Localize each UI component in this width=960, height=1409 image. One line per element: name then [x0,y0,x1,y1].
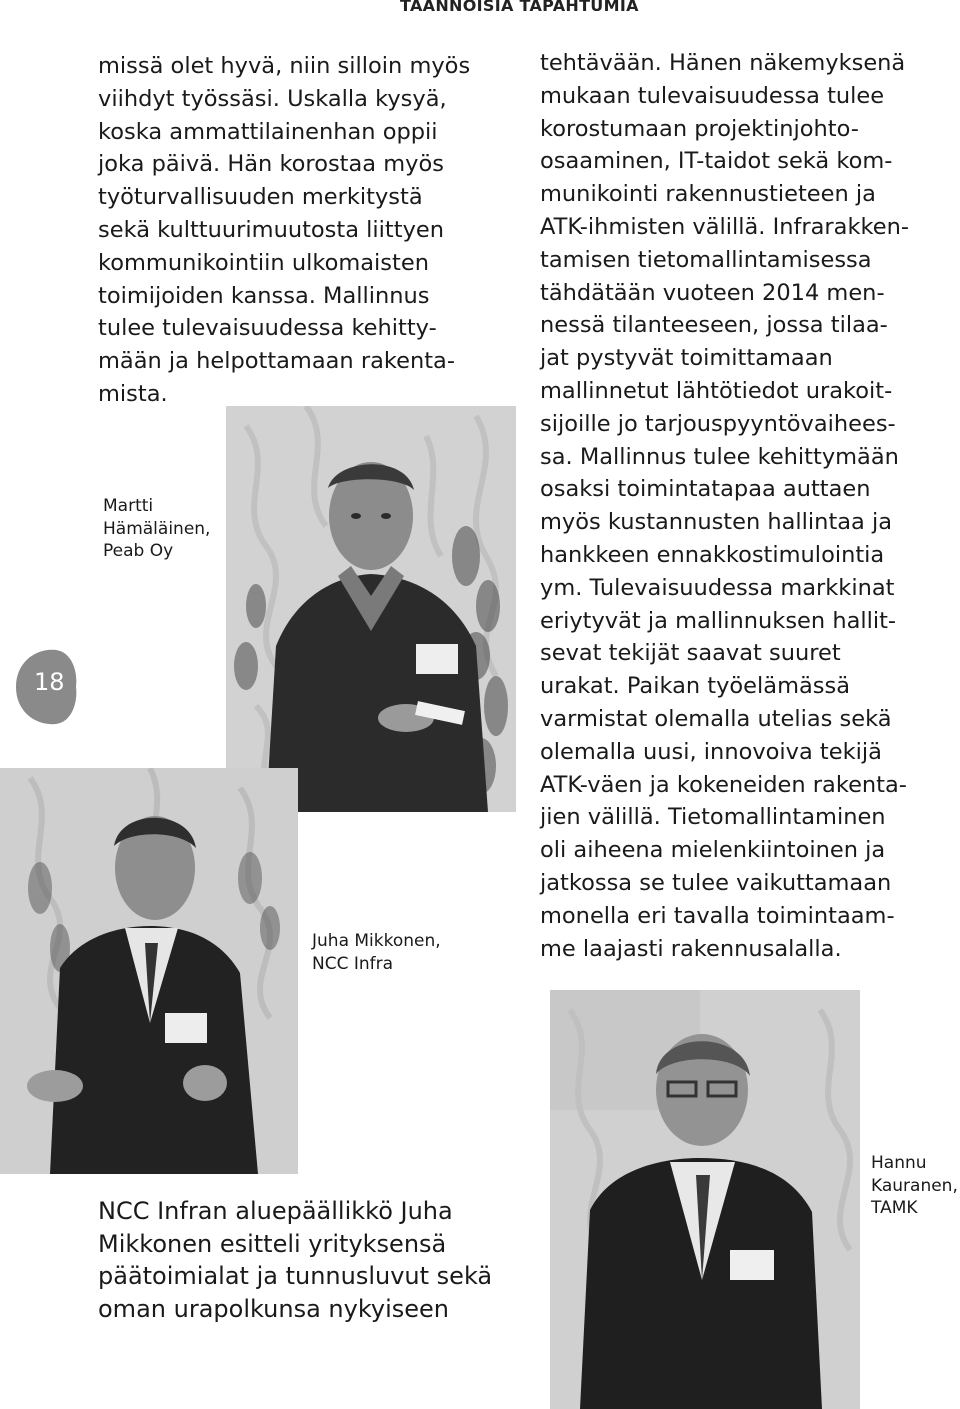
text-line: eriytyvät ja mallinnuksen hallit- [540,607,897,634]
caption-juha [312,930,441,975]
caption-line: Peab Oy [103,541,174,561]
text-line: osaksi toimintatapaa auttaen [540,476,871,503]
photo-martti-illustration [226,406,516,812]
page-number-badge [12,644,80,730]
text-line: koska ammattilainenhan oppii [98,118,438,145]
text-line: toimijoiden kanssa. Mallinnus [98,282,430,309]
text-line: mukaan tulevaisuudessa tulee [540,82,885,109]
caption-line: Juha Mikkonen, [312,931,441,951]
text-line: tulee tulevaisuudessa kehitty- [98,315,437,342]
text-line: jien välillä. Tietomallintaminen [540,804,886,831]
photo-hannu-illustration [550,990,860,1409]
text-line: mallinnetut lähtötiedot urakoit- [540,377,893,404]
text-line: korostumaan projektinjohto- [540,115,859,142]
caption-line: Hannu [871,1153,927,1173]
text-line: ATK-ihmisten välillä. Infrarakken- [540,213,909,240]
text-line: nessä tilanteeseen, jossa tilaa- [540,312,888,339]
text-line: me laajasti rakennusalalla. [540,935,842,962]
text-line: varmistat olemalla utelias sekä [540,705,892,732]
caption-martti [103,495,210,563]
text-line: sevat tekijät saavat suuret [540,640,841,667]
caption-line: NCC Infra [312,953,394,974]
lead-line: Mikkonen esitteli yrityksensä [98,1229,447,1258]
text-line: ATK-väen ja kokeneiden rakenta- [540,771,907,798]
photo-juha-illustration [0,768,298,1174]
text-line: olemalla uusi, innovoiva tekijä [540,738,882,765]
text-line: myös kustannusten hallintaa ja [540,509,893,536]
text-line: sekä kulttuurimuutosta liittyen [98,216,444,243]
text-line: jat pystyvät toimittamaan [540,345,833,372]
text-line: jatkossa se tulee vaikuttamaan [540,869,892,896]
text-line: sijoille jo tarjouspyyntövaihees- [540,410,896,437]
text-line: viihdyt työssäsi. Uskalla kysyä, [98,85,447,112]
lead-line: oman urapolkunsa nykyiseen [98,1294,449,1323]
text-line: tamisen tietomallintamisessa [540,246,872,273]
text-line: ym. Tulevaisuudessa markkinat [540,574,895,601]
lead-line: NCC Infran aluepäällikkö Juha [98,1197,453,1225]
text-line: hankkeen ennakkostimulointia [540,541,885,568]
lead-line: päätoimialat ja tunnusluvut sekä [98,1262,493,1290]
photo-juha-mikkonen [0,768,298,1174]
photo-martti-hamalainen [226,406,516,812]
caption-line: TAMK [871,1198,918,1218]
text-line: työturvallisuuden merkitystä [98,184,423,211]
caption-line: Kauranen, [871,1175,958,1196]
page-number: 18 [34,668,65,696]
text-line: missä olet hyvä, niin silloin myös [98,53,471,79]
text-line: kommunikointiin ulkomaisten [98,249,429,276]
caption-line: Martti [103,496,154,516]
text-line: urakat. Paikan työelämässä [540,673,851,700]
text-line: mista. [98,380,168,407]
text-line: osaaminen, IT-taidot sekä kom- [540,148,893,175]
text-line: munikointi rakennustieteen ja [540,181,876,208]
text-line: tähdätään vuoteen 2014 men- [540,279,885,306]
text-line: mään ja helpottamaan rakenta- [98,348,455,375]
text-line: joka päivä. Hän korostaa myös [98,151,444,178]
text-line: monella eri tavalla toimintaam- [540,902,895,929]
text-line: tehtävään. Hänen näkemyksenä [540,50,906,76]
right-column-text [540,47,909,965]
caption-line: Hämäläinen, [103,518,211,539]
lead-text [98,1195,492,1325]
photo-hannu-kauranen [550,990,860,1409]
text-line: sa. Mallinnus tulee kehittymään [540,443,899,470]
left-column-text [98,50,470,411]
caption-hannu [871,1152,958,1220]
text-line: oli aiheena mielenkiintoinen ja [540,837,886,864]
section-label: TAANNOISIA TAPAHTUMIA [400,0,639,15]
